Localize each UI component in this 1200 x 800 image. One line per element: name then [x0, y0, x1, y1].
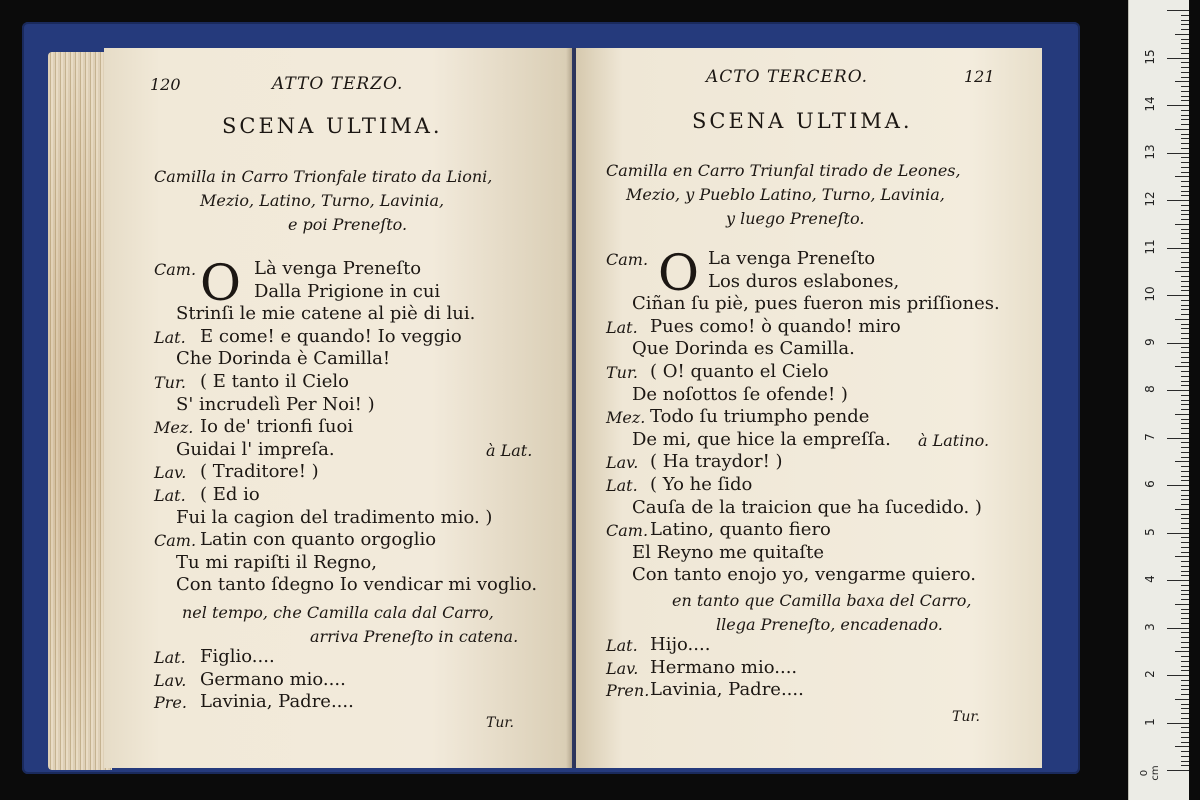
ruler-tick [1181, 267, 1189, 268]
speaker-label: Lat. [154, 486, 186, 505]
ruler-tick [1181, 281, 1189, 282]
ruler-number: 2 [1143, 670, 1157, 678]
right-intro-line: Mezio, y Pueblo Latino, Turno, Lavinia, [626, 185, 945, 204]
left-intro-line: Camilla in Carro Trionfale tirato da Lioni, [154, 167, 493, 186]
speaker-label: Tur. [606, 363, 638, 382]
ruler-tick [1181, 499, 1189, 500]
ruler-tick [1181, 72, 1189, 73]
ruler-tick [1181, 613, 1189, 614]
dialogue-line: Todo ſu triumpho pende [650, 406, 870, 428]
ruler-tick [1181, 62, 1189, 63]
ruler-tick [1181, 309, 1189, 310]
ruler-tick [1175, 271, 1189, 272]
right-intro-line: Camilla en Carro Triunfal tirado de Leones, [606, 161, 961, 180]
ruler-tick [1181, 362, 1189, 363]
ruler-tick [1181, 727, 1189, 728]
ruler-tick [1181, 409, 1189, 410]
left-folio: 120 [150, 75, 181, 94]
ruler-tick [1181, 618, 1189, 619]
ruler-tick [1175, 129, 1189, 130]
ruler-tick [1181, 623, 1189, 624]
right-scene-title: SCENA ULTIMA. [692, 109, 913, 133]
ruler-tick [1181, 537, 1189, 538]
ruler-tick [1175, 319, 1189, 320]
ruler-number: 4 [1143, 575, 1157, 583]
ruler-tick [1181, 290, 1189, 291]
ruler-tick [1167, 438, 1189, 439]
ruler-tick [1167, 580, 1189, 581]
ruler-tick [1181, 381, 1189, 382]
dialogue-line: Latino, quanto fiero [650, 519, 831, 541]
ruler-tick [1181, 333, 1189, 334]
ruler-tick [1181, 457, 1189, 458]
ruler-tick [1167, 628, 1189, 629]
ruler-unit-label: 0 cm [1139, 765, 1161, 781]
ruler-tick [1175, 651, 1189, 652]
dialogue-line: Hijo.... [650, 634, 711, 655]
ruler-tick [1181, 119, 1189, 120]
ruler-tick [1181, 138, 1189, 139]
dialogue-line: Lavinia, Padre.... [650, 679, 804, 701]
ruler-tick [1181, 243, 1189, 244]
ruler-tick [1181, 518, 1189, 519]
right-running-head: ACTO TERCERO. [706, 67, 869, 87]
ruler-tick [1181, 29, 1189, 30]
ruler-tick [1181, 238, 1189, 239]
ruler-tick [1181, 666, 1189, 667]
ruler-tick [1181, 566, 1189, 567]
dialogue-line: Cauſa de la traicion que ha ſucedido. ) [632, 496, 982, 518]
ruler-tick [1167, 58, 1189, 59]
speaker-label: Mez. [606, 408, 646, 428]
ruler-tick [1181, 647, 1189, 648]
ruler-tick [1167, 533, 1189, 534]
ruler-tick [1181, 376, 1189, 377]
speaker-label: Lat. [154, 327, 186, 347]
left-running-head: ATTO TERZO. [272, 74, 404, 94]
speaker-label: Lat. [154, 648, 186, 667]
dialogue-line: ( Yo he ſido [650, 474, 753, 495]
ruler-tick [1181, 39, 1189, 40]
left-intro-line: e poi Preneſto. [288, 215, 408, 234]
ruler-tick [1181, 24, 1189, 25]
ruler-tick [1181, 86, 1189, 87]
ruler-tick [1181, 96, 1189, 97]
ruler-tick [1181, 542, 1189, 543]
ruler-number: 9 [1143, 337, 1157, 346]
ruler-tick [1181, 252, 1189, 253]
ruler-tick [1175, 461, 1189, 462]
speaker-label: Lav. [606, 453, 639, 473]
ruler-tick [1181, 452, 1189, 453]
ruler-tick [1181, 704, 1189, 705]
ruler-tick [1181, 20, 1189, 21]
ruler-tick [1181, 528, 1189, 529]
dialogue-line: Tu mi rapiſti il Regno, [176, 551, 377, 573]
aside-direction: à Latino. [918, 430, 990, 450]
speaker-label: Cam. [606, 521, 649, 541]
ruler-tick [1167, 153, 1189, 154]
aside-direction: à Lat. [486, 440, 533, 460]
ruler-tick [1181, 352, 1189, 353]
speaker-label: Cam. [154, 531, 197, 551]
ruler-tick [1167, 770, 1189, 771]
ruler-tick [1181, 561, 1189, 562]
ruler-tick [1181, 761, 1189, 762]
ruler-tick [1181, 428, 1189, 429]
ruler-tick [1181, 732, 1189, 733]
ruler-tick [1181, 186, 1189, 187]
ruler-tick [1181, 286, 1189, 287]
ruler-number: 1 [1143, 717, 1157, 726]
right-catchword: Tur. [952, 709, 980, 725]
ruler-tick [1167, 200, 1189, 201]
dialogue-line: Là venga Preneſto [254, 258, 422, 279]
ruler-tick [1181, 172, 1189, 173]
ruler-tick [1181, 504, 1189, 505]
ruler-tick [1175, 604, 1189, 605]
ruler-tick [1181, 148, 1189, 149]
ruler-tick [1181, 210, 1189, 211]
dialogue-line: Germano mio.... [200, 668, 346, 690]
right-intro-line: y luego Preneſto. [726, 209, 865, 228]
speaker-label: Cam. [154, 260, 197, 279]
ruler-tick [1181, 442, 1189, 443]
dialogue-line: Pues como! ò quando! miro [650, 315, 901, 337]
ruler-tick [1181, 632, 1189, 633]
dialogue-line: Hermano mio.... [650, 656, 798, 678]
speaker-label: Lat. [606, 476, 638, 495]
ruler-tick [1181, 115, 1189, 116]
ruler-tick [1181, 100, 1189, 101]
ruler-tick [1181, 599, 1189, 600]
ruler-number: 8 [1143, 385, 1157, 393]
ruler-tick [1181, 575, 1189, 576]
ruler-tick [1181, 713, 1189, 714]
dialogue-line: La venga Preneſto [708, 248, 876, 269]
ruler-tick [1181, 480, 1189, 481]
dialogue-line: E come! e quando! Io veggio [200, 325, 462, 347]
ruler-tick [1181, 305, 1189, 306]
ruler-tick [1181, 737, 1189, 738]
page-edges [48, 52, 112, 770]
ruler-tick [1181, 347, 1189, 348]
ruler-number: 5 [1143, 527, 1157, 536]
ruler-tick [1181, 495, 1189, 496]
ruler-tick [1181, 433, 1189, 434]
ruler-tick [1167, 248, 1189, 249]
ruler-tick [1181, 680, 1189, 681]
ruler-tick [1181, 661, 1189, 662]
ruler-tick [1181, 637, 1189, 638]
ruler-tick [1181, 48, 1189, 49]
ruler-tick [1181, 718, 1189, 719]
dialogue-line: De mi, que hice la empreſſa. [632, 428, 891, 450]
dialogue-line: ( E tanto il Cielo [200, 371, 349, 392]
speaker-label: Cam. [606, 250, 649, 269]
dialogue-line: Que Dorinda es Camilla. [632, 338, 855, 360]
ruler-tick [1175, 746, 1189, 747]
ruler-tick [1181, 181, 1189, 182]
ruler-tick [1181, 471, 1189, 472]
ruler-tick [1181, 167, 1189, 168]
ruler-tick [1181, 219, 1189, 220]
ruler-tick [1181, 276, 1189, 277]
ruler-tick [1181, 447, 1189, 448]
speaker-label: Lat. [606, 317, 638, 337]
right-dropcap: O [658, 244, 699, 302]
ruler-tick [1181, 357, 1189, 358]
ruler-tick [1181, 404, 1189, 405]
ruler-number: 7 [1143, 432, 1157, 441]
ruler-number: 10 [1143, 286, 1157, 302]
ruler-tick [1181, 262, 1189, 263]
ruler-tick [1181, 91, 1189, 92]
ruler-tick [1181, 229, 1189, 230]
ruler-tick [1181, 514, 1189, 515]
dialogue-line: Fui la cagion del tradimento mio. ) [176, 506, 493, 528]
ruler-tick [1167, 485, 1189, 486]
left-stage-direction: nel tempo, che Camilla cala dal Carro, [182, 603, 494, 622]
ruler-tick [1181, 195, 1189, 196]
ruler-tick [1181, 552, 1189, 553]
ruler-tick [1167, 723, 1189, 724]
ruler-tick [1181, 594, 1189, 595]
left-stage-direction: arriva Preneſto in catena. [310, 627, 519, 646]
ruler-tick [1181, 157, 1189, 158]
ruler-tick [1181, 143, 1189, 144]
ruler-tick [1175, 556, 1189, 557]
ruler-tick [1175, 414, 1189, 415]
ruler-tick [1181, 547, 1189, 548]
ruler-tick [1181, 191, 1189, 192]
measurement-ruler [1128, 0, 1189, 800]
dialogue-line: El Reyno me quitaſte [632, 541, 824, 563]
ruler-tick [1181, 400, 1189, 401]
right-stage-direction: en tanto que Camilla baxa del Carro, [672, 591, 972, 610]
right-folio: 121 [964, 67, 995, 86]
ruler-tick [1181, 642, 1189, 643]
dialogue-line: S' incrudelì Per Noi! ) [176, 393, 375, 415]
ruler-tick [1181, 395, 1189, 396]
right-stage-direction: llega Preneſto, encadenado. [716, 615, 943, 634]
ruler-tick [1181, 300, 1189, 301]
left-dropcap: O [200, 254, 241, 312]
ruler-tick [1181, 490, 1189, 491]
ruler-tick [1181, 205, 1189, 206]
ruler-tick [1181, 694, 1189, 695]
ruler-tick [1181, 476, 1189, 477]
ruler-tick [1167, 10, 1189, 11]
ruler-tick [1181, 53, 1189, 54]
ruler-tick [1181, 324, 1189, 325]
ruler-tick [1167, 295, 1189, 296]
ruler-tick [1167, 343, 1189, 344]
ruler-number: 14 [1143, 96, 1157, 112]
ruler-tick [1181, 689, 1189, 690]
dialogue-line: Latin con quanto orgoglio [200, 529, 437, 551]
speaker-label: Pren. [606, 681, 650, 701]
ruler-tick [1175, 509, 1189, 510]
ruler-tick [1175, 81, 1189, 82]
left-intro-line: Mezio, Latino, Turno, Lavinia, [200, 191, 445, 210]
ruler-tick [1181, 233, 1189, 234]
ruler-tick [1181, 423, 1189, 424]
left-catchword: Tur. [486, 715, 514, 731]
ruler-number: 6 [1143, 480, 1157, 488]
dialogue-line: Io de' trionfi ſuoi [200, 416, 354, 438]
speaker-label: Pre. [154, 693, 187, 713]
ruler-tick [1167, 390, 1189, 391]
ruler-tick [1181, 765, 1189, 766]
ruler-tick [1175, 34, 1189, 35]
ruler-tick [1167, 675, 1189, 676]
ruler-number: 12 [1143, 191, 1157, 207]
speaker-label: Lav. [154, 463, 187, 483]
dialogue-line: Lavinia, Padre.... [200, 691, 354, 713]
speaker-label: Lav. [606, 658, 639, 678]
speaker-label: Lat. [606, 636, 638, 655]
ruler-tick [1181, 328, 1189, 329]
ruler-tick [1181, 124, 1189, 125]
right-page [576, 48, 1042, 768]
ruler-tick [1181, 110, 1189, 111]
ruler-number: 15 [1143, 48, 1157, 65]
left-scene-title: SCENA ULTIMA. [222, 114, 443, 138]
speaker-label: Mez. [154, 418, 194, 438]
ruler-tick [1181, 590, 1189, 591]
dialogue-line: Che Dorinda è Camilla! [176, 348, 391, 370]
ruler-tick [1181, 670, 1189, 671]
ruler-tick [1181, 523, 1189, 524]
ruler-tick [1181, 214, 1189, 215]
ruler-tick [1181, 134, 1189, 135]
ruler-tick [1181, 685, 1189, 686]
ruler-tick [1175, 699, 1189, 700]
ruler-tick [1181, 15, 1189, 16]
dialogue-line: Strinſi le mie catene al piè di lui. [176, 303, 476, 325]
speaker-label: Tur. [154, 373, 186, 392]
ruler-number: 13 [1143, 143, 1157, 160]
ruler-tick [1181, 708, 1189, 709]
ruler-tick [1181, 314, 1189, 315]
ruler-number: 3 [1143, 622, 1157, 631]
ruler-tick [1181, 656, 1189, 657]
ruler-tick [1181, 742, 1189, 743]
ruler-tick [1175, 224, 1189, 225]
ruler-tick [1181, 756, 1189, 757]
ruler-tick [1167, 105, 1189, 106]
dialogue-line: ( O! quanto el Cielo [650, 361, 829, 382]
dialogue-line: Los duros eslabones, [708, 270, 900, 292]
ruler-tick [1181, 585, 1189, 586]
dialogue-line: Guidai l' impreſa. [176, 438, 335, 460]
dialogue-line: Con tanto ſdegno Io vendicar mi voglio. [176, 574, 538, 596]
dialogue-line: ( Traditore! ) [200, 461, 319, 483]
ruler-tick [1181, 338, 1189, 339]
ruler-tick [1181, 385, 1189, 386]
ruler-tick [1181, 571, 1189, 572]
dialogue-line: ( Ed io [200, 484, 260, 505]
dialogue-line: Ciñan ſu piè, pues fueron mis priſſiones. [632, 293, 1000, 315]
ruler-tick [1181, 609, 1189, 610]
dialogue-line: Con tanto enojo yo, vengarme quiero. [632, 564, 977, 586]
ruler-tick [1175, 176, 1189, 177]
dialogue-line: Figlio.... [200, 646, 275, 667]
ruler-tick [1181, 751, 1189, 752]
ruler-tick [1175, 366, 1189, 367]
ruler-tick [1181, 43, 1189, 44]
ruler-tick [1181, 162, 1189, 163]
left-page [104, 48, 572, 768]
ruler-tick [1181, 419, 1189, 420]
ruler-tick [1181, 77, 1189, 78]
ruler-tick [1181, 257, 1189, 258]
ruler-number: 11 [1143, 238, 1157, 255]
ruler-tick [1181, 466, 1189, 467]
dialogue-line: Dalla Prigione in cui [254, 280, 441, 302]
dialogue-line: ( Ha traydor! ) [650, 451, 783, 473]
speaker-label: Lav. [154, 670, 187, 690]
dialogue-line: De noſottos ſe ofende! ) [632, 383, 848, 405]
ruler-tick [1181, 67, 1189, 68]
ruler-tick [1181, 371, 1189, 372]
